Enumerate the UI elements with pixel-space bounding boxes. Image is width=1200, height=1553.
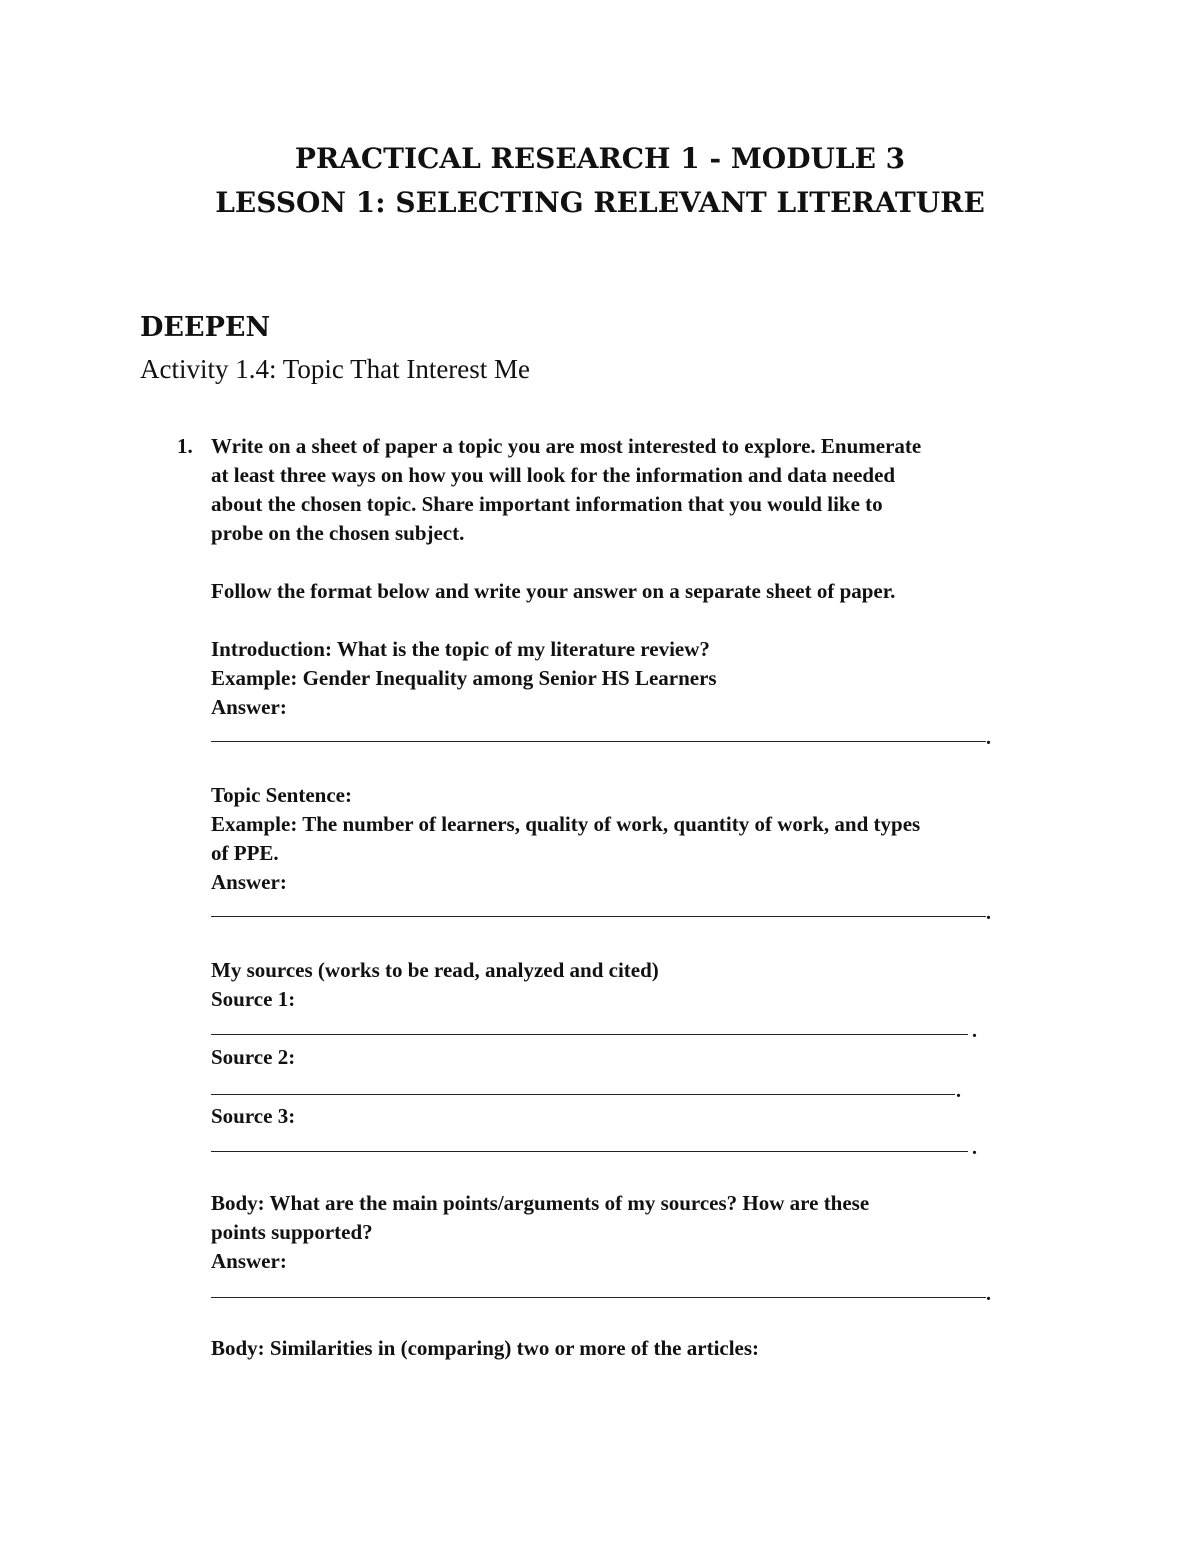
introduction-example: Example: Gender Inequality among Senior HS Learners — [211, 666, 717, 690]
body-answer-label: Answer: — [211, 1249, 287, 1273]
line-period: . — [986, 727, 991, 749]
instruction-line: probe on the chosen subject. — [211, 521, 465, 545]
introduction-answer-label: Answer: — [211, 695, 287, 719]
topic-sentence-answer-label: Answer: — [211, 870, 287, 894]
lesson-title: LESSON 1: SELECTING RELEVANT LITERATURE — [215, 186, 985, 219]
instruction-line: Write on a sheet of paper a topic you are most interested to explore. Enumerate — [211, 434, 922, 458]
source-2-line — [211, 1094, 955, 1095]
format-note: Follow the format below and write your answer on a separate sheet of paper. — [211, 579, 896, 603]
line-period: . — [986, 1283, 991, 1305]
line-period: . — [972, 1020, 977, 1042]
source-2-label: Source 2: — [211, 1045, 296, 1069]
body-answer-line — [211, 1297, 986, 1298]
line-period: . — [972, 1137, 977, 1159]
introduction-question: Introduction: What is the topic of my literature review? — [211, 637, 710, 661]
body-question: Body: What are the main points/arguments of my sources? How are these — [211, 1191, 870, 1215]
activity-title: Activity 1.4: Topic That Interest Me — [140, 354, 531, 384]
topic-sentence-label: Topic Sentence: — [211, 783, 352, 807]
instruction-line: about the chosen topic. Share important information that you would like to — [211, 492, 883, 516]
body-similarities-label: Body: Similarities in (comparing) two or more of the articles: — [211, 1336, 760, 1360]
section-heading: DEEPEN — [140, 312, 271, 343]
line-period: . — [986, 902, 991, 924]
topic-sentence-example: Example: The number of learners, quality of work, quantity of work, and types — [211, 812, 921, 836]
topic-sentence-example-cont: of PPE. — [211, 841, 279, 865]
source-3-label: Source 3: — [211, 1104, 296, 1128]
module-title: PRACTICAL RESEARCH 1 - MODULE 3 — [294, 142, 906, 175]
instruction-line: at least three ways on how you will look for the information and data needed — [211, 463, 896, 487]
line-period: . — [956, 1080, 961, 1102]
sources-heading: My sources (works to be read, analyzed and cited) — [211, 958, 659, 982]
source-3-line — [211, 1151, 968, 1152]
source-1-label: Source 1: — [211, 987, 296, 1011]
body-question-cont: points supported? — [211, 1220, 373, 1244]
item-number: 1. — [177, 434, 193, 458]
source-1-line — [211, 1034, 968, 1035]
introduction-answer-line — [211, 741, 986, 742]
topic-sentence-answer-line — [211, 916, 986, 917]
